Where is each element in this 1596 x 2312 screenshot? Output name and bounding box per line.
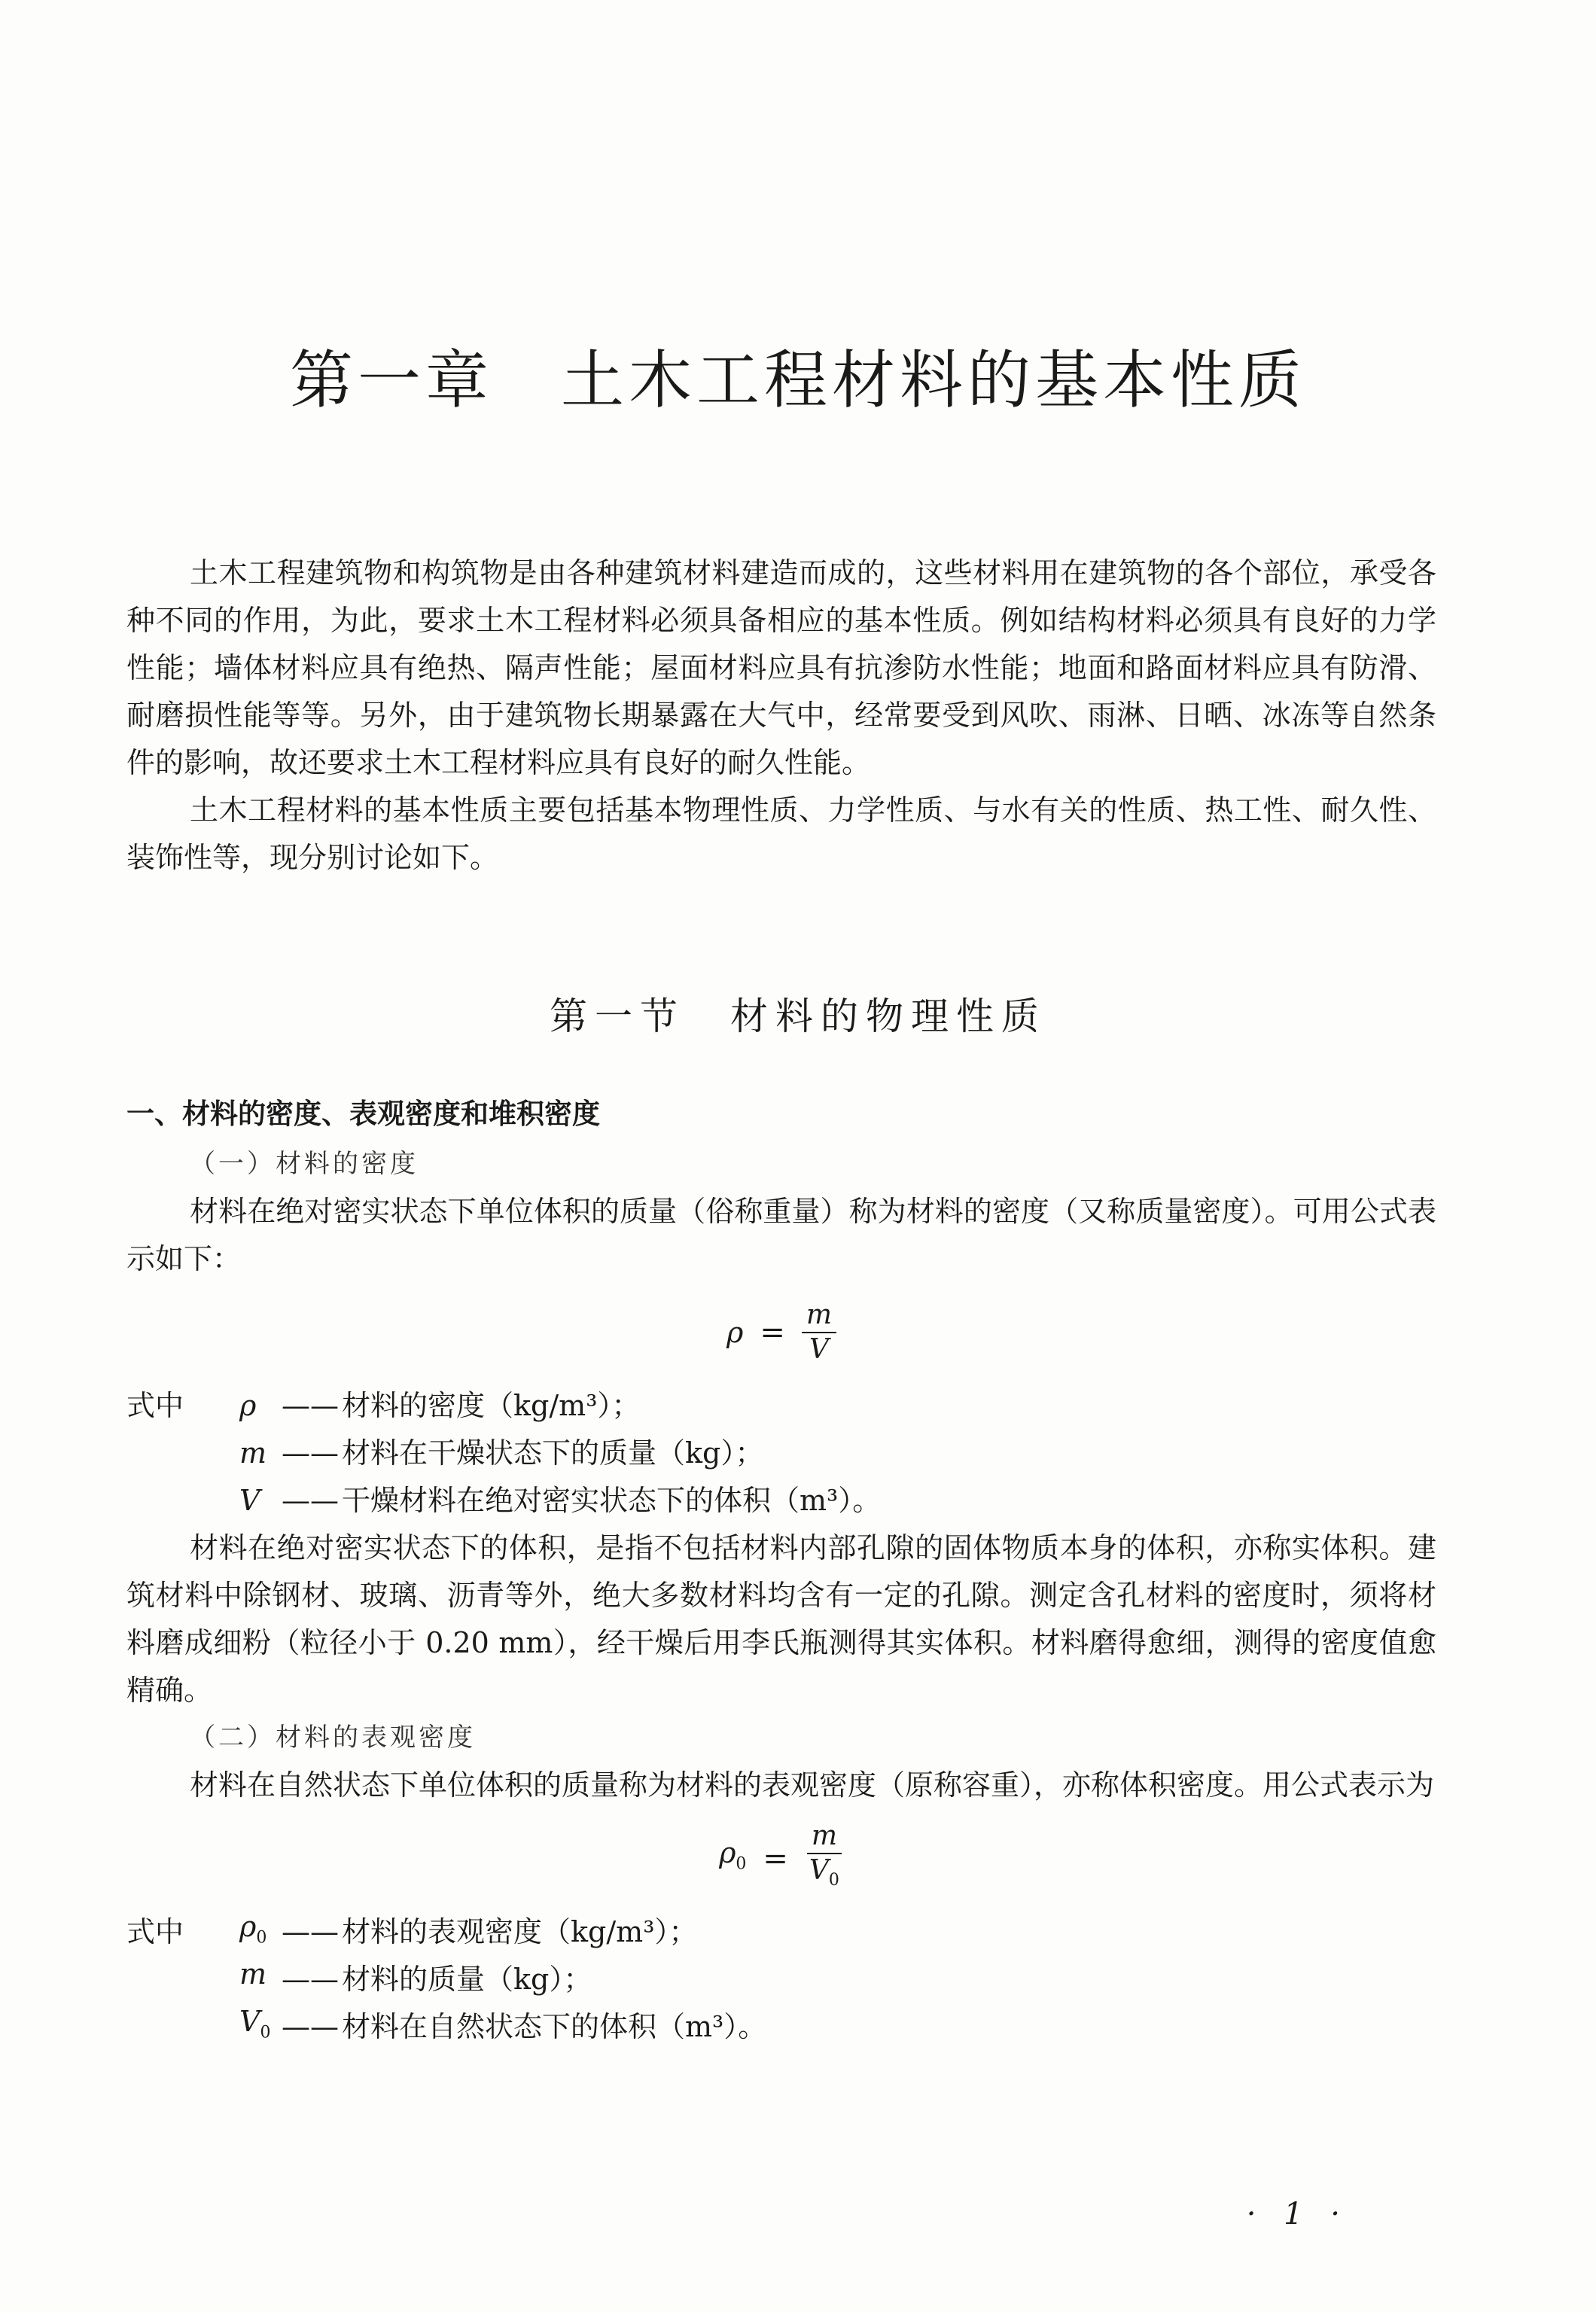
variable-subscript: 0	[260, 2023, 271, 2042]
formula-equals: =	[763, 1841, 788, 1876]
chapter-title: 第一章 土木工程材料的基本性质	[289, 343, 1306, 417]
density-definition: 材料在绝对密实状态下单位体积的质量（俗称重量）称为材料的密度（又称质量密度）。可用公式表示如下：	[126, 1195, 1436, 1275]
density-variable-list	[126, 1382, 1436, 1525]
variable-subscript: 0	[256, 1928, 267, 1948]
page-number: · 1 ·	[1246, 2197, 1349, 2231]
formula-lhs-symbol: ρ	[719, 1836, 736, 1870]
variable-description: 材料在干燥状态下的质量（kg）；	[342, 1436, 764, 1470]
apparent-density-formula	[126, 1809, 1436, 1908]
formula-numerator: m	[807, 1820, 842, 1854]
formula-lhs-subscript: 0	[736, 1854, 747, 1874]
variable-symbol-letter: V	[239, 2004, 260, 2038]
formula-fraction	[802, 1299, 836, 1366]
formula-equals: =	[760, 1314, 785, 1350]
variable-description: 材料的表观密度（kg/m³）；	[342, 1915, 698, 1948]
variable-dash: ——	[282, 1484, 339, 1517]
formula-lhs	[719, 1829, 746, 1888]
item-heading-density: （一）材料的密度	[190, 1149, 419, 1179]
subsection-heading: 一、材料的密度、表观密度和堆积密度	[126, 1098, 600, 1130]
apparent-density-variable-list	[126, 1908, 1436, 2051]
variable-dash: ——	[282, 1389, 339, 1422]
variable-dash: ——	[282, 1915, 339, 1948]
variable-row	[126, 1956, 1436, 2003]
formula-denominator-symbol: V	[809, 1855, 829, 1887]
variable-dash: ——	[282, 1436, 339, 1470]
variable-symbol-letter: m	[239, 1957, 267, 1991]
where-label: 式中	[126, 1389, 184, 1422]
item-heading-apparent-density: （二）材料的表观密度	[190, 1723, 476, 1753]
apparent-density-definition: 材料在自然状态下单位体积的质量称为材料的表观密度（原称容重），亦称体积密度。用公式表示为	[190, 1768, 1435, 1802]
formula-fraction	[805, 1820, 844, 1897]
variable-row	[126, 1908, 1436, 1956]
formula-numerator: m	[802, 1299, 836, 1333]
intro-section	[126, 550, 1436, 882]
formula-denominator	[805, 1854, 844, 1897]
density-explanation: 材料在绝对密实状态下的体积，是指不包括材料内部孔隙的固体物质本身的体积，亦称实体积。建筑材料中除钢材、玻璃、沥青等外，绝大多数材料均含有一定的孔隙。测定含孔材料的密度时，须将材料磨成细粉（粒径小于 0.20 mm），经干燥后用李氏瓶测得其实体积。材料磨得愈细，测得的密度值愈精确。	[126, 1531, 1436, 1707]
where-label: 式中	[126, 1915, 184, 1948]
variable-row	[126, 1382, 1436, 1430]
variable-description: 材料在自然状态下的体积（m³）。	[342, 2010, 767, 2043]
variable-row	[126, 2003, 1436, 2051]
variable-dash: ——	[282, 2010, 339, 2043]
variable-row	[126, 1430, 1436, 1477]
variable-symbol: V	[239, 1484, 260, 1517]
density-formula	[126, 1283, 1436, 1382]
variable-symbol-letter: ρ	[239, 1909, 257, 1943]
variable-dash: ——	[282, 1963, 339, 1996]
intro-paragraph-2: 土木工程材料的基本性质主要包括基本物理性质、力学性质、与水有关的性质、热工性、耐久性、装饰性等，现分别讨论如下。	[126, 794, 1436, 874]
variable-description: 干燥材料在绝对密实状态下的体积（m³）。	[342, 1484, 882, 1517]
variable-symbol: ρ	[239, 1389, 257, 1422]
section-body	[126, 1084, 1436, 2051]
variable-row	[126, 1477, 1436, 1525]
formula-denominator: V	[809, 1334, 829, 1365]
intro-paragraph-1: 土木工程建筑物和构筑物是由各种建筑材料建造而成的，这些材料用在建筑物的各个部位，承受各种不同的作用，为此，要求土木工程材料必须具备相应的基本性质。例如结构材料必须具有良好的力学性能；墙体材料应具有绝热、隔声性能；屋面材料应具有抗渗防水性能；地面和路面材料应具有防滑、耐磨损性能等等。另外，由于建筑物长期暴露在大气中，经常要受到风吹、雨淋、日晒、冰冻等自然条件的影响，故还要求土木工程材料应具有良好的耐久性能。	[126, 556, 1436, 779]
variable-symbol: m	[239, 1436, 267, 1470]
variable-symbol	[239, 1998, 282, 2057]
section-title: 第一节 材料的物理性质	[550, 995, 1046, 1038]
variable-description: 材料的质量（kg）；	[342, 1963, 592, 1996]
variable-description: 材料的密度（kg/m³）；	[342, 1389, 641, 1422]
formula-denominator-subscript: 0	[828, 1871, 839, 1890]
formula-lhs: ρ	[726, 1315, 744, 1349]
